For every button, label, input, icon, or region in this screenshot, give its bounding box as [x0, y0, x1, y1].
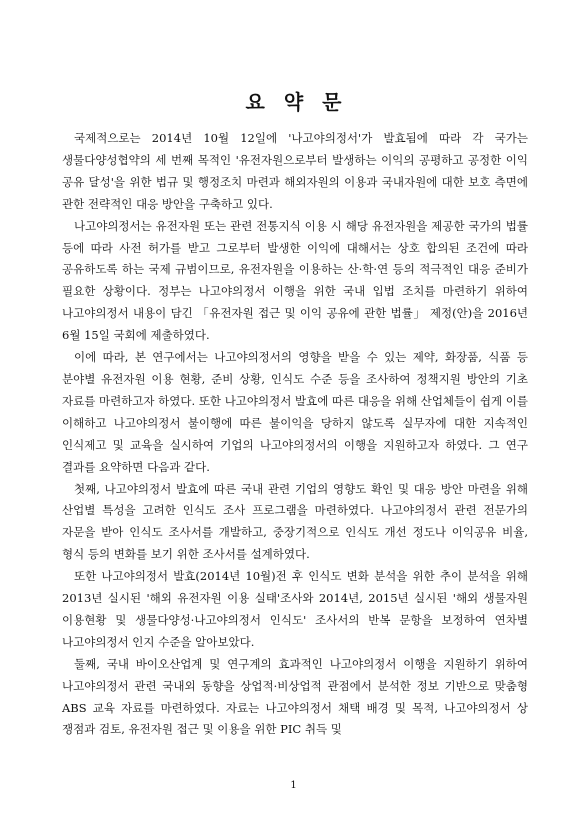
paragraph-6: 둘째, 국내 바이오산업계 및 연구계의 효과적인 나고야의정서 이행을 지원하기 위하여 나고야의정서 관련 국내외 동향을 상업적·비상업적 관점에서 분석한 정보 기반으로 맞춤형 ABS 교육 자료를 마련하였다. 자료는 나고야의정서 채택 배경 및 목적, 나고야의정서 상 쟁점과 검토, 유전자원 접근 및 이용을 위한 PIC 취득 및: [62, 656, 528, 737]
page-number: 1: [290, 780, 297, 791]
paragraph-2: 나고야의정서는 유전자원 또는 관련 전통지식 이용 시 해당 유전자원을 제공한 국가의 법률 등에 따라 사전 허가를 받고 그로부터 발생한 이익에 대해서는 상호 합의된 조건에 따라 공유하도록 하는 국제 규범이므로, 유전자원을 이용하는 산·학·연 등의 적극적인 대응 준비가 필요한 상황이다. 정부는 나고야의정서 이행을 위한 국내 입법 조치를 마련하기 위하여 나고야의정서 내용이 담긴 「유전자원 접근 및 이익 공유에 관한 법률」 제정(안)을 2016년 6월 15일 국회에 제출하였다.: [62, 218, 528, 343]
paragraph-5: 또한 나고야의정서 발효(2014년 10월)전 후 인식도 변화 분석을 위한 추이 분석을 위해 2013년 실시된 '해외 유전자원 이용 실태'조사와 2014년, 2015년 실시된 '해외 생물자원 이용현황 및 생물다양성·나고야의정서 인식도' 조사서의 반복 문항을 보정하여 연차별 나고야의정서 인지 수준을 알아보았다.: [62, 569, 528, 649]
paragraph-4: 첫째, 나고야의정서 발효에 따른 국내 관련 기업의 영향도 확인 및 대응 방안 마련을 위해 산업별 특성을 고려한 인식도 조사 프로그램을 마련하였다. 나고야의정서 관련 전문가의 자문을 받아 인식도 조사서를 개발하고, 중장기적으로 인식도 개선 정도나 이익공유 비율, 형식 등의 변화를 보기 위한 조사서를 설계하였다.: [62, 481, 528, 562]
paragraph-1: 국제적으로는 2014년 10월 12일에 '나고야의정서'가 발효됨에 따라 각 국가는 생물다양성협약의 세 번째 목적인 '유전자원으로부터 발생하는 이익의 공평하고 공정한 이익 공유 달성'을 위한 법규 및 행정조치 마련과 해외자원의 이용과 국내자원에 대한 보호 측면에 관한 전략적인 대응 방안을 구축하고 있다.: [62, 131, 528, 211]
page-title: 요 약 문: [245, 90, 342, 114]
paragraph-3: 이에 따라, 본 연구에서는 나고야의정서의 영향을 받을 수 있는 제약, 화장품, 식품 등 분야별 유전자원 이용 현황, 준비 상황, 인식도 수준 등을 조사하여 정책지원 방안의 기초 자료를 마련하고자 하였다. 또한 나고야의정서 발효에 따른 대응을 위해 산업체들이 쉽게 이를 이해하고 나고야의정서 불이행에 따른 불이익을 당하지 않도록 실무자에 대한 지속적인 인식제고 및 교육을 실시하여 기업의 나고야의정서의 이행을 지원하고자 하였다. 그 연구 결과를 요약하면 다음과 같다.: [62, 350, 529, 474]
summary-body: [62, 128, 528, 741]
